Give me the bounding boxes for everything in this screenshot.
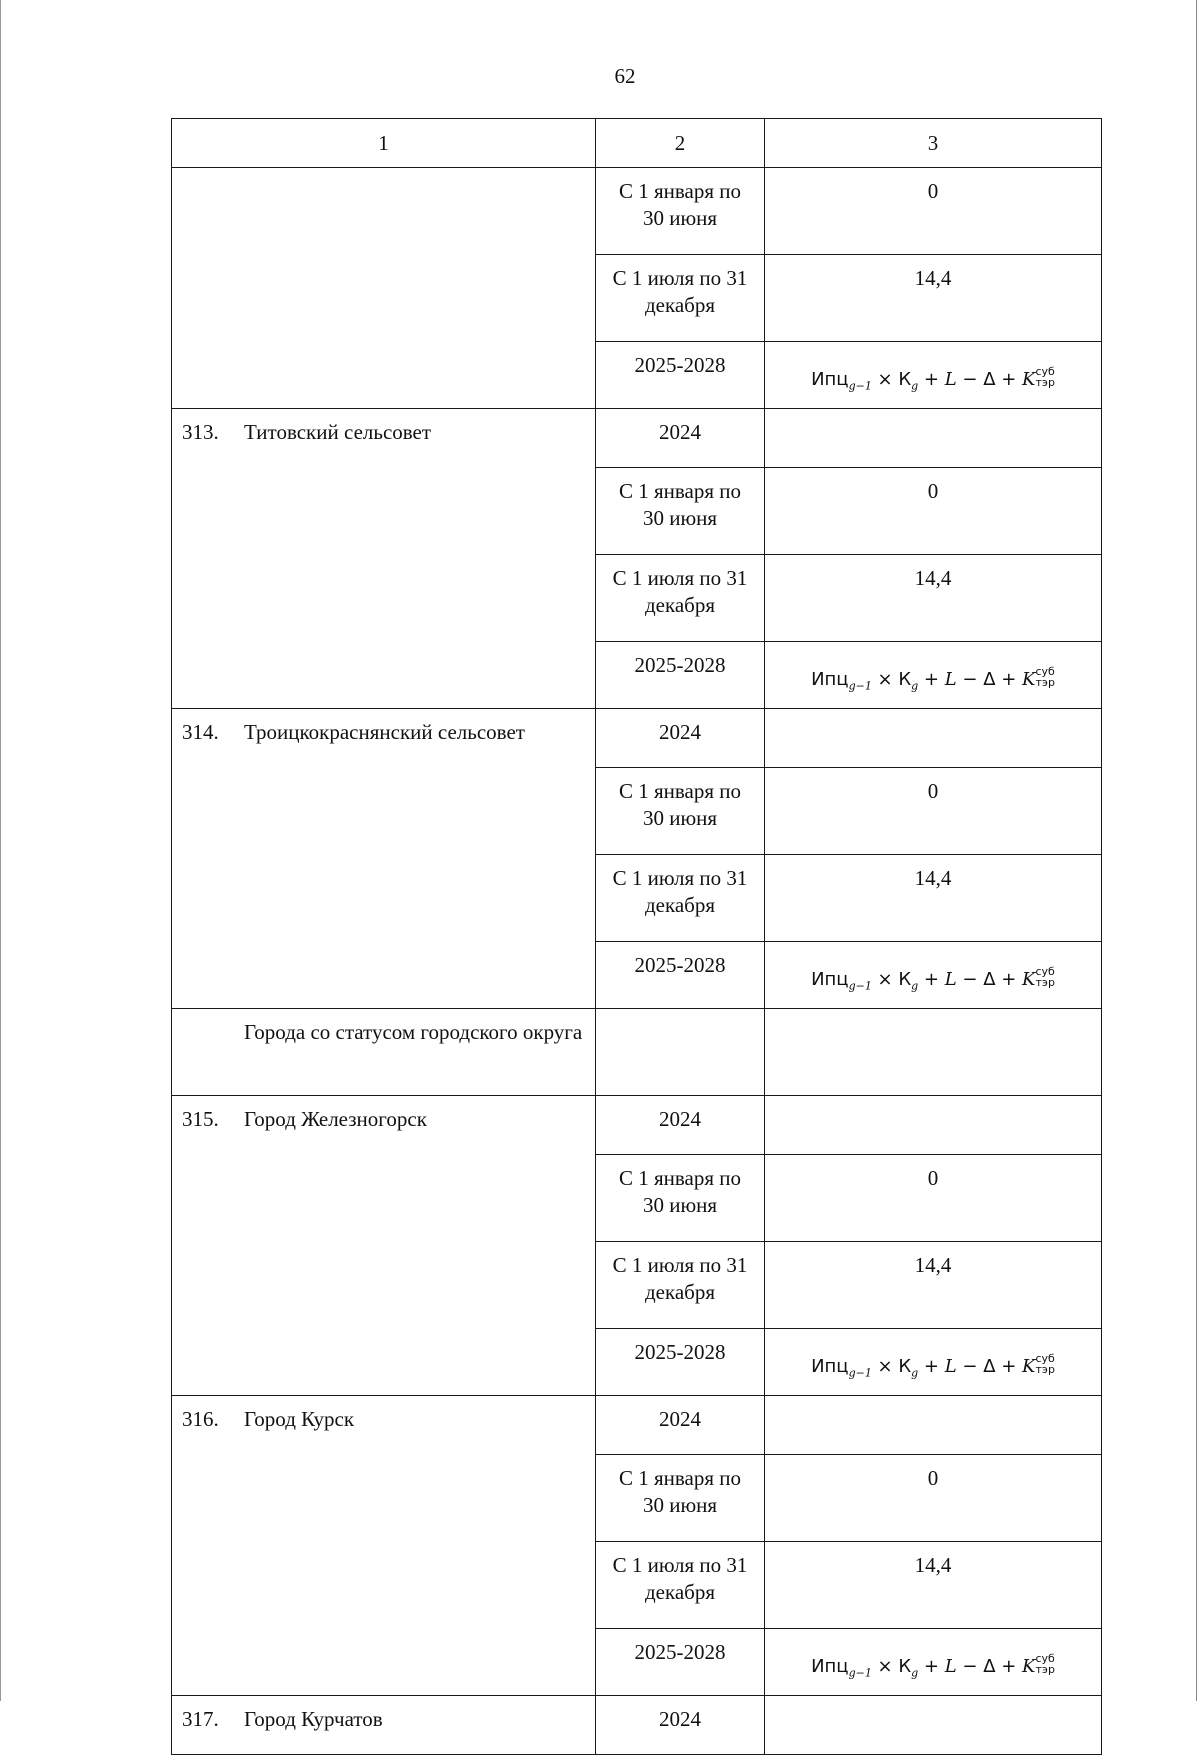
formula-base-subscript: g−1 [848, 379, 872, 393]
entry-name: Титовский сельсовет [244, 420, 432, 444]
formula-base: Ипц [811, 1655, 849, 1677]
value-cell: 0 [765, 468, 1102, 555]
table-row [172, 168, 1102, 255]
entry-number: 316. [182, 1407, 219, 1431]
header-row [172, 119, 1102, 168]
formula-base: Ипц [811, 668, 849, 690]
period-text: 30 июня [642, 1193, 718, 1217]
period-cell: 2024 [596, 709, 765, 768]
value-cell: 14,4 [765, 255, 1102, 342]
continued-name-cell [172, 168, 596, 409]
section-heading: Города со статусом городского округа [172, 1009, 596, 1096]
value-cell: 14,4 [765, 555, 1102, 642]
period-text: С 1 июля по 31 [612, 266, 748, 290]
period-cell [596, 1242, 765, 1329]
period-text: С 1 июля по 31 [612, 566, 748, 590]
entry-name-cell [172, 1096, 596, 1396]
period-cell [596, 555, 765, 642]
period-cell: 2024 [596, 1096, 765, 1155]
formula-superscript: суб [1035, 664, 1055, 678]
period-text: С 1 января по [618, 179, 741, 203]
entry-name-cell [172, 409, 596, 709]
table-row [172, 1696, 1102, 1755]
period-cell: 2025-2028 [596, 1329, 765, 1396]
formula-times-k: × К [871, 368, 912, 390]
period-text: 30 июня [642, 506, 718, 530]
formula-k: K [1022, 968, 1036, 990]
value-cell: 14,4 [765, 855, 1102, 942]
formula-superscript: суб [1035, 364, 1055, 378]
period-text: декабря [644, 1280, 716, 1304]
period-cell [596, 1542, 765, 1629]
formula-plus: + [918, 368, 945, 390]
formula-superscript: суб [1035, 1351, 1055, 1365]
period-cell [596, 1155, 765, 1242]
formula-times-k: × К [871, 668, 912, 690]
section-row [172, 1009, 1102, 1096]
formula-plus: + [918, 1355, 945, 1377]
empty-cell [596, 1009, 765, 1096]
period-text: 30 июня [642, 206, 718, 230]
formula-cell [765, 1329, 1102, 1396]
formula-subscript: тэр [1035, 1362, 1055, 1376]
formula-plus: + [918, 668, 945, 690]
formula-l: L [944, 1655, 957, 1677]
formula-subscript: тэр [1035, 375, 1055, 389]
formula-subscript: тэр [1035, 1662, 1055, 1676]
formula-superscript: суб [1035, 1651, 1055, 1665]
formula-cell [765, 642, 1102, 709]
formula-sup-sub [1036, 1653, 1055, 1675]
period-cell: 2025-2028 [596, 1629, 765, 1696]
column-header-3: 3 [765, 119, 1102, 168]
tariff-table [171, 118, 1102, 1755]
entry-name: Город Железногорск [244, 1107, 427, 1131]
formula-superscript: суб [1035, 964, 1055, 978]
formula-sup-sub [1036, 366, 1055, 388]
formula-k-subscript: g [911, 679, 919, 693]
formula-k: K [1022, 1355, 1036, 1377]
formula-sup-sub [1036, 1353, 1055, 1375]
formula [811, 1351, 1055, 1380]
formula-k: K [1022, 1655, 1036, 1677]
period-text: С 1 января по [618, 779, 741, 803]
value-cell: 14,4 [765, 1242, 1102, 1329]
formula-k-subscript: g [911, 379, 919, 393]
period-cell [596, 1455, 765, 1542]
entry-name-cell [172, 1396, 596, 1696]
formula-base-subscript: g−1 [848, 979, 872, 993]
table-row [172, 1096, 1102, 1155]
period-cell [596, 855, 765, 942]
value-cell: 14,4 [765, 1542, 1102, 1629]
period-cell [596, 255, 765, 342]
table-row [172, 409, 1102, 468]
formula-cell [765, 942, 1102, 1009]
period-text: декабря [644, 893, 716, 917]
value-cell [765, 1096, 1102, 1155]
period-cell: 2025-2028 [596, 642, 765, 709]
formula-subscript: тэр [1035, 975, 1055, 989]
formula-minus-delta: − Δ + [956, 968, 1023, 990]
formula-times-k: × К [871, 1655, 912, 1677]
entry-name: Город Курчатов [244, 1707, 383, 1731]
formula-k: K [1022, 368, 1036, 390]
period-text: декабря [644, 1580, 716, 1604]
formula [811, 1651, 1055, 1680]
entry-number: 314. [182, 720, 219, 744]
formula-plus: + [918, 968, 945, 990]
column-header-2: 2 [596, 119, 765, 168]
formula-plus: + [918, 1655, 945, 1677]
entry-number: 313. [182, 420, 219, 444]
formula-l: L [944, 1355, 957, 1377]
entry-name: Троицкокраснянский сельсовет [244, 720, 525, 744]
period-text: С 1 июля по 31 [612, 1553, 748, 1577]
formula-k: K [1022, 668, 1036, 690]
formula-k-subscript: g [911, 1366, 919, 1380]
formula-k-subscript: g [911, 1666, 919, 1680]
period-text: С 1 января по [618, 1466, 741, 1490]
value-cell: 0 [765, 1455, 1102, 1542]
value-cell [765, 1396, 1102, 1455]
entry-name: Город Курск [244, 1407, 355, 1431]
period-text: декабря [644, 293, 716, 317]
formula-minus-delta: − Δ + [956, 368, 1023, 390]
period-text: декабря [644, 593, 716, 617]
period-cell: 2025-2028 [596, 342, 765, 409]
period-cell [596, 768, 765, 855]
period-cell [596, 468, 765, 555]
scan-edge-mark [1196, 0, 1197, 1701]
formula-base: Ипц [811, 1355, 849, 1377]
formula-sup-sub [1036, 966, 1055, 988]
entry-name-cell [172, 709, 596, 1009]
period-cell: 2025-2028 [596, 942, 765, 1009]
value-cell: 0 [765, 168, 1102, 255]
entry-number: 317. [182, 1707, 219, 1731]
formula-minus-delta: − Δ + [956, 1655, 1023, 1677]
period-cell: 2024 [596, 1696, 765, 1755]
formula-base-subscript: g−1 [848, 1366, 872, 1380]
value-cell: 0 [765, 768, 1102, 855]
period-cell: 2024 [596, 409, 765, 468]
value-cell [765, 409, 1102, 468]
formula-l: L [944, 668, 957, 690]
formula-subscript: тэр [1035, 675, 1055, 689]
formula-minus-delta: − Δ + [956, 1355, 1023, 1377]
formula-cell [765, 342, 1102, 409]
formula-minus-delta: − Δ + [956, 668, 1023, 690]
empty-cell [765, 1009, 1102, 1096]
formula [811, 364, 1055, 393]
period-text: С 1 января по [618, 1166, 741, 1190]
table-row [172, 709, 1102, 768]
formula-base-subscript: g−1 [848, 1666, 872, 1680]
formula-k-subscript: g [911, 979, 919, 993]
period-text: С 1 июля по 31 [612, 866, 748, 890]
formula-times-k: × К [871, 968, 912, 990]
formula-l: L [944, 968, 957, 990]
value-cell [765, 709, 1102, 768]
period-text: С 1 июля по 31 [612, 1253, 748, 1277]
formula-sup-sub [1036, 666, 1055, 688]
formula [811, 964, 1055, 993]
entry-name-cell [172, 1696, 596, 1755]
formula-base-subscript: g−1 [848, 679, 872, 693]
period-text: 30 июня [642, 806, 718, 830]
value-cell: 0 [765, 1155, 1102, 1242]
formula-l: L [944, 368, 957, 390]
scan-edge-mark [0, 0, 1, 1701]
formula-base: Ипц [811, 968, 849, 990]
entry-number: 315. [182, 1107, 219, 1131]
period-cell [596, 168, 765, 255]
page-number: 62 [614, 64, 636, 88]
value-cell [765, 1696, 1102, 1755]
table-row [172, 1396, 1102, 1455]
period-cell: 2024 [596, 1396, 765, 1455]
formula-base: Ипц [811, 368, 849, 390]
formula [811, 664, 1055, 693]
column-header-1: 1 [172, 119, 596, 168]
formula-cell [765, 1629, 1102, 1696]
formula-times-k: × К [871, 1355, 912, 1377]
period-text: С 1 января по [618, 479, 741, 503]
period-text: 30 июня [642, 1493, 718, 1517]
